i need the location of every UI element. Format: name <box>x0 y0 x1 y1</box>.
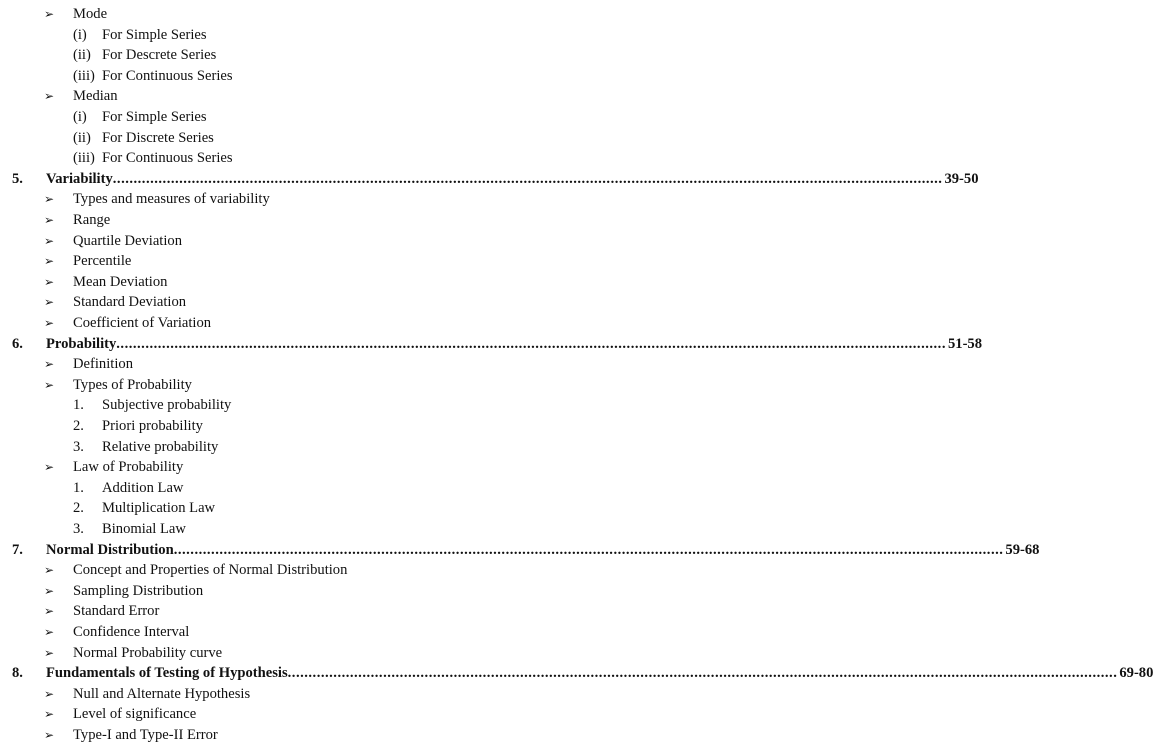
bullet-text: Definition <box>73 356 133 373</box>
arrow-bullet-icon: ➢ <box>44 274 55 289</box>
sub-item-text: For Simple Series <box>102 26 207 43</box>
bullet-text: Mean Deviation <box>73 273 168 290</box>
bullet-text: Percentile <box>73 253 132 270</box>
arrow-bullet-icon: ➢ <box>44 213 55 227</box>
bullet-text: Median <box>73 88 118 105</box>
bullet-item <box>0 560 600 581</box>
sub-item-text: Subjective probability <box>102 397 232 414</box>
sub-item <box>0 107 600 128</box>
bullet-item <box>0 272 600 293</box>
sub-item <box>0 66 600 87</box>
arrow-bullet-icon: ➢ <box>44 460 55 475</box>
chapter-pages: 39-50 <box>944 170 979 187</box>
sub-item-text: For Simple Series <box>102 109 207 125</box>
sub-item-text: For Descrete Series <box>102 47 217 64</box>
sub-item-number: (ii) <box>73 129 91 146</box>
bullet-text: Sampling Distribution <box>73 582 204 599</box>
sub-item-number: 3. <box>73 438 84 455</box>
sub-item <box>0 45 600 66</box>
arrow-bullet-icon: ➢ <box>44 563 55 578</box>
chapter-title: Fundamentals of Testing of Hypothesis <box>46 665 288 682</box>
chapter-number: 6. <box>12 335 23 352</box>
sub-item-text: For Discrete Series <box>102 129 214 146</box>
sub-item <box>0 148 600 169</box>
arrow-bullet-icon: ➢ <box>44 7 55 21</box>
sub-item-text: Multiplication Law <box>102 500 216 517</box>
bullet-text: Normal Probability curve <box>73 644 223 661</box>
sub-item-number: 3. <box>73 521 84 537</box>
bullet-text: Range <box>73 212 111 228</box>
bullet-item <box>0 622 600 643</box>
arrow-bullet-icon: ➢ <box>44 583 55 598</box>
arrow-bullet-icon: ➢ <box>44 728 55 742</box>
arrow-bullet-icon: ➢ <box>44 316 55 330</box>
bullet-item <box>0 189 600 210</box>
arrow-bullet-icon: ➢ <box>44 357 55 372</box>
sub-item-number: (iii) <box>73 150 95 167</box>
bullet-item <box>0 684 600 705</box>
chapter-title: Variability <box>46 170 113 187</box>
bullet-item <box>0 581 600 602</box>
bullet-text: Coefficient of Variation <box>73 315 212 331</box>
chapter-title: Probability <box>46 335 117 352</box>
bullet-text: Level of significance <box>73 706 197 723</box>
dot-leader: ........................................................................................................................................................................................................ <box>173 541 1004 558</box>
chapter-entry <box>0 169 979 190</box>
bullet-text: Type-I and Type-II Error <box>73 727 218 743</box>
sub-item-number: 1. <box>73 397 84 414</box>
sub-item <box>0 128 600 149</box>
chapter-number: 7. <box>12 541 23 558</box>
bullet-text: Concept and Properties of Normal Distribution <box>73 562 348 579</box>
bullet-item <box>0 4 600 25</box>
sub-item-number: (i) <box>73 109 87 125</box>
sub-item-number: 2. <box>73 418 84 434</box>
sub-item <box>0 478 600 499</box>
sub-item <box>0 437 600 458</box>
sub-item-text: For Continuous Series <box>102 150 233 167</box>
sub-item-number: (ii) <box>73 47 91 64</box>
sub-item-text: Priori probability <box>102 418 203 434</box>
bullet-text: Law of Probability <box>73 459 184 476</box>
chapter-number: 8. <box>12 665 23 682</box>
sub-item <box>0 498 600 519</box>
chapter-pages: 51-58 <box>947 335 983 352</box>
bullet-item <box>0 725 600 746</box>
dot-leader: ........................................................................................................................................................................................................ <box>116 335 946 352</box>
sub-item-number: 2. <box>73 500 84 517</box>
bullet-item <box>0 643 600 664</box>
bullet-text: Types of Probability <box>73 376 192 393</box>
chapter-pages: 69-80 <box>1119 665 1153 682</box>
sub-item-number: (iii) <box>73 67 95 84</box>
sub-item <box>0 519 600 540</box>
bullet-item <box>0 313 600 334</box>
bullet-item <box>0 704 600 725</box>
sub-item-text: Relative probability <box>102 438 219 455</box>
sub-item <box>0 395 600 416</box>
arrow-bullet-icon: ➢ <box>44 233 55 248</box>
sub-item-text: Binomial Law <box>102 521 186 537</box>
arrow-bullet-icon: ➢ <box>44 645 55 660</box>
bullet-text: Standard Deviation <box>73 294 187 311</box>
sub-item-number: (i) <box>73 26 87 43</box>
bullet-item <box>0 601 600 622</box>
arrow-bullet-icon: ➢ <box>44 254 55 269</box>
bullet-item <box>0 375 600 396</box>
sub-item-text: For Continuous Series <box>102 67 233 84</box>
bullet-item <box>0 292 600 313</box>
chapter-entry <box>0 334 983 355</box>
arrow-bullet-icon: ➢ <box>44 686 55 701</box>
bullet-item <box>0 251 600 272</box>
bullet-text: Confidence Interval <box>73 624 190 640</box>
arrow-bullet-icon: ➢ <box>44 89 55 104</box>
sub-item <box>0 416 600 437</box>
bullet-text: Types and measures of variability <box>73 191 270 208</box>
sub-item-number: 1. <box>73 479 84 496</box>
dot-leader: ........................................................................................................................................................................................................ <box>112 170 943 187</box>
arrow-bullet-icon: ➢ <box>44 295 55 310</box>
bullet-item <box>0 231 600 252</box>
bullet-item <box>0 457 600 478</box>
chapter-entry <box>0 663 1153 684</box>
arrow-bullet-icon: ➢ <box>44 707 55 722</box>
bullet-item <box>0 354 600 375</box>
bullet-item <box>0 86 600 107</box>
bullet-text: Quartile Deviation <box>73 232 183 249</box>
arrow-bullet-icon: ➢ <box>44 625 55 639</box>
sub-item <box>0 25 600 46</box>
bullet-text: Standard Error <box>73 603 160 620</box>
chapter-number: 5. <box>12 170 23 187</box>
chapter-pages: 59-68 <box>1005 541 1040 558</box>
chapter-title: Normal Distribution <box>46 541 174 558</box>
chapter-entry <box>0 540 1040 561</box>
arrow-bullet-icon: ➢ <box>44 604 55 619</box>
bullet-text: Mode <box>73 6 108 22</box>
bullet-item <box>0 210 600 231</box>
dot-leader: ........................................................................................................................................................................................................ <box>287 665 1118 682</box>
arrow-bullet-icon: ➢ <box>44 192 55 207</box>
bullet-text: Null and Alternate Hypothesis <box>73 685 251 702</box>
arrow-bullet-icon: ➢ <box>44 377 55 392</box>
sub-item-text: Addition Law <box>102 479 184 496</box>
